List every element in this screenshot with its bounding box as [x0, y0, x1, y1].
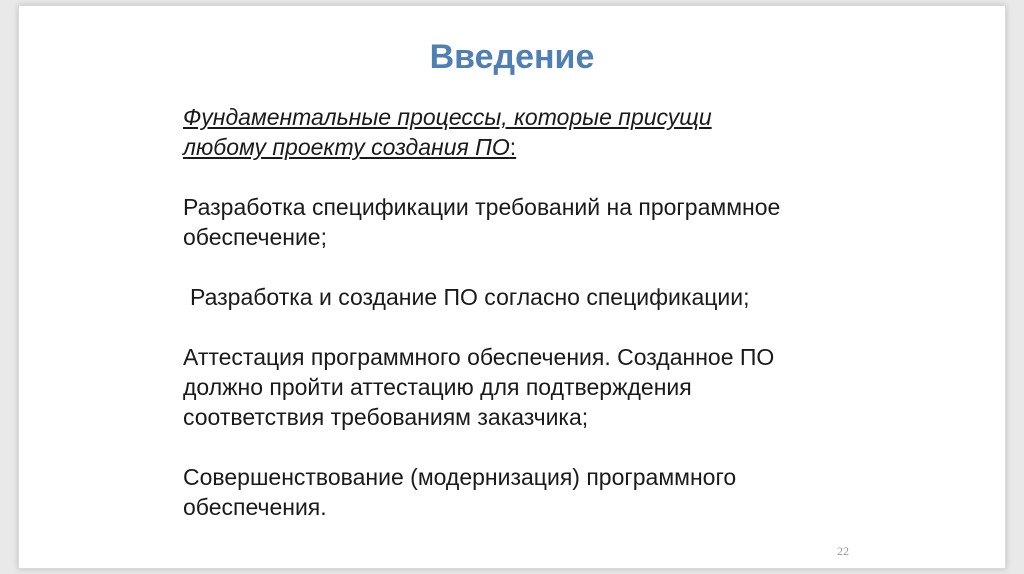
- paragraph-line: Аттестация программного обеспечения. Созданное ПО: [183, 344, 775, 370]
- intro-text: [183, 102, 903, 162]
- paragraph-line: должно пройти аттестацию для подтверждения: [183, 374, 692, 400]
- slide: [18, 5, 1006, 569]
- intro-line-2: любому проекту создания ПО: [183, 134, 510, 160]
- paragraph-requirements: [183, 192, 903, 252]
- page-number: 22: [837, 544, 849, 558]
- paragraph-line: Совершенствование (модернизация) программного: [183, 464, 737, 490]
- intro-colon: :: [509, 134, 517, 160]
- paragraph-evolution: [183, 462, 903, 522]
- paragraph-development: [183, 282, 903, 312]
- paragraph-line: Разработка и создание ПО согласно спецификации;: [190, 284, 750, 310]
- paragraph-validation: [183, 342, 903, 432]
- paragraph-line: Разработка спецификации требований на программное: [183, 194, 781, 220]
- slide-title: Введение: [429, 38, 595, 76]
- slide-body: [183, 102, 903, 522]
- paragraph-line: соответствия требованиям заказчика;: [183, 404, 589, 430]
- paragraph-line: обеспечение;: [183, 224, 327, 250]
- paragraph-line: обеспечения.: [183, 494, 327, 520]
- intro-line-1: Фундаментальные процессы, которые присущи: [183, 104, 712, 130]
